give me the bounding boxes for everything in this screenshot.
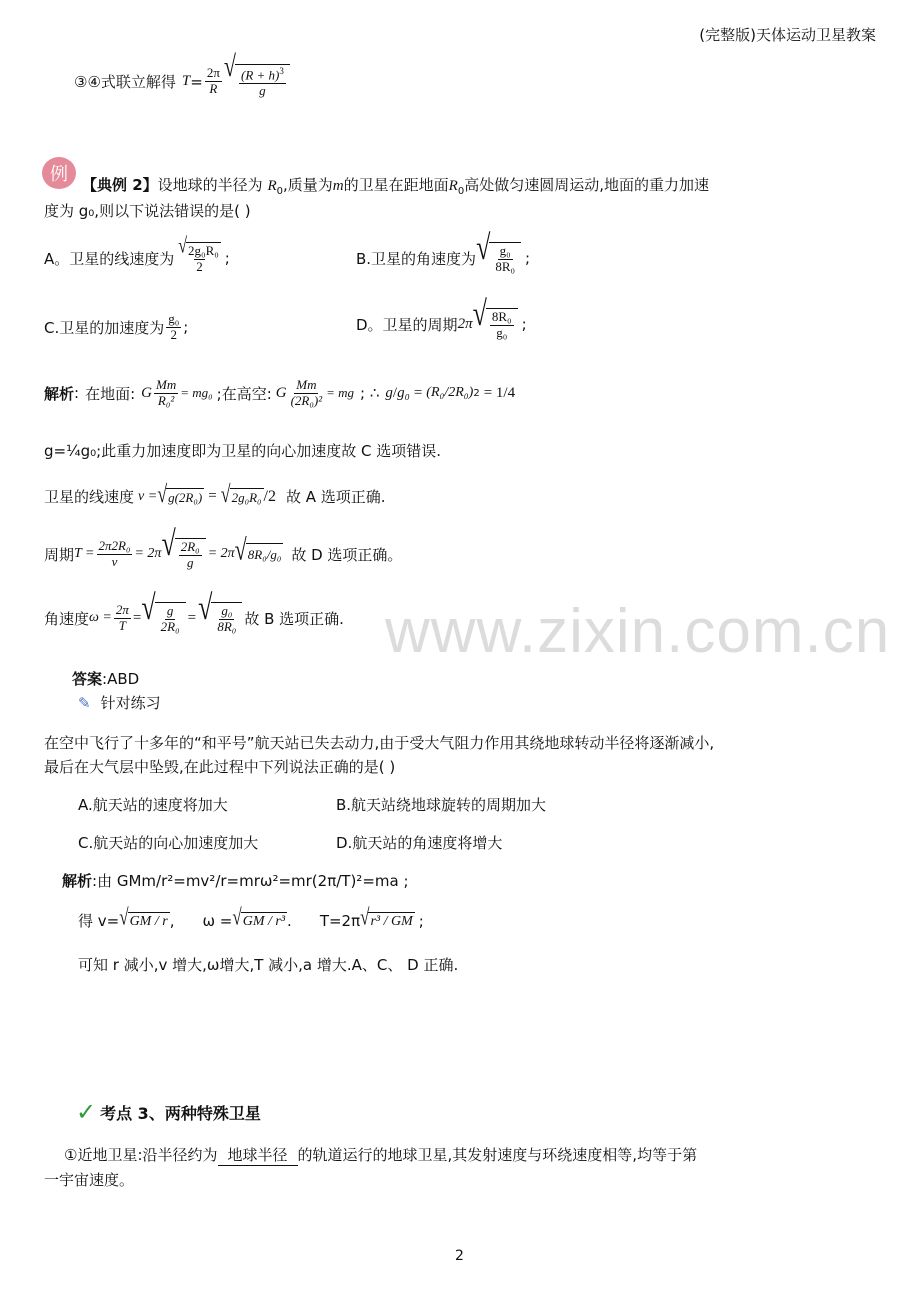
sqrt-num: (R + h) xyxy=(240,67,280,83)
practice-title xyxy=(78,692,161,713)
v-label: 卫星的线速度 xyxy=(44,488,135,506)
option-b-den: 8R₀ xyxy=(495,258,516,274)
q-R0: R xyxy=(267,178,277,194)
pencil-icon: ✎ xyxy=(78,693,91,712)
section3-p1-line2: 一宇宙速度。 xyxy=(44,1171,135,1189)
w-sqrt2: √ $\frac{\text{g₀}}{\text{8R₀}}$ xyxy=(198,602,242,635)
v-sqrt: √ g(2R₀) xyxy=(157,479,203,507)
w-s1-den: 2R₀ xyxy=(160,618,180,634)
T-expr: T = xyxy=(74,546,95,562)
frac-2R0sq: (2R₀)² xyxy=(290,392,323,408)
top-formula-lead: ③④式联立解得 xyxy=(74,73,176,92)
q-m: m xyxy=(332,178,344,194)
practice-T-val: r³ / GM xyxy=(370,913,413,929)
top-formula-sqrt xyxy=(223,48,290,99)
option-c-frac xyxy=(166,312,181,343)
p1-text-b: 的轨道运行的地球卫星,其发射速度与环绕速度相等,均等于第 xyxy=(297,1146,698,1164)
v-tail: /2 xyxy=(263,487,276,505)
v-sqrt2-val: 2g₀R₀ xyxy=(231,489,262,505)
w-label: 角速度 xyxy=(44,609,90,628)
radical-sign: √ xyxy=(223,48,236,83)
option-b-label: B.卫星的角速度为 xyxy=(356,249,477,268)
w-den: T xyxy=(118,617,126,633)
practice-analysis-text: :由 GMm/r²=mv²/r=mrω²=mr(2π/T)²=ma ; xyxy=(92,872,409,890)
example-badge-icon: 例 xyxy=(42,157,76,189)
top-formula-T: T xyxy=(181,73,191,90)
practice-comma: , xyxy=(169,911,175,930)
option-a-den: 2 xyxy=(196,258,203,274)
option-a-frac: √ 2g₀R₀ 2 xyxy=(178,234,219,274)
T-frac xyxy=(97,539,133,570)
option-b xyxy=(356,227,531,275)
cube-exp: 3 xyxy=(279,66,284,76)
option-d-den: g₀ xyxy=(496,324,508,340)
w-eq2: = xyxy=(187,609,197,626)
answer-value: :ABD xyxy=(102,670,140,688)
w-num: 2π xyxy=(115,602,129,617)
check-icon: ✓ xyxy=(76,1098,97,1126)
header-title: (完整版)天体运动卫星教案 xyxy=(699,26,876,44)
option-c-den: 2 xyxy=(170,326,178,342)
answer xyxy=(72,668,139,689)
option-c-num: g₀ xyxy=(168,311,180,326)
example2-line1 xyxy=(82,174,709,197)
practice-v-val: GM / r xyxy=(129,913,168,929)
practice-period: . xyxy=(287,911,292,930)
top-formula-eq: = xyxy=(190,72,203,91)
practice-line2 xyxy=(78,903,424,931)
v-sqrt-val: g(2R₀) xyxy=(168,489,203,505)
q-text-d: 高处做匀速圆周运动,地面的重力加速 xyxy=(464,176,709,194)
practice-opt-a: A.航天站的速度将加大 xyxy=(78,796,228,814)
high-frac xyxy=(289,378,325,409)
example2-tag: 【典例 2】 xyxy=(82,176,158,194)
practice-v-label: 得 v= xyxy=(78,912,120,930)
watermark: www.zixin.com.cn xyxy=(385,597,891,666)
practice-opt-c: C.航天站的向心加速度加大 xyxy=(78,834,259,852)
frac-Mm-2: Mm xyxy=(296,377,317,392)
frac-R0sq: R₀² xyxy=(157,392,175,408)
analysis-v xyxy=(44,479,386,507)
T-s2-val: 8R₀/g₀ xyxy=(246,543,284,565)
w-s1-num: g xyxy=(166,603,174,618)
T-sqrt2: √ 8R₀/g₀ xyxy=(234,533,282,567)
option-a-label: A。卫星的线速度为 xyxy=(44,249,175,268)
section3-p1-line1 xyxy=(64,1144,697,1166)
analysis-colon: : xyxy=(74,384,80,403)
option-d-label: D。卫星的周期 xyxy=(356,315,458,334)
T-num: 2π2R₀ xyxy=(98,538,131,553)
practice-opt-b: B.航天站绕地球旋转的周期加大 xyxy=(336,796,547,814)
const-G: G xyxy=(141,384,152,401)
v-sqrt-2: √ 2g₀R₀ xyxy=(220,479,262,507)
eq-mg0: = mg₀ xyxy=(180,385,213,401)
w-expr: ω = xyxy=(89,610,112,626)
option-a-num: 2g₀R₀ xyxy=(188,243,219,258)
slash: / xyxy=(392,384,398,401)
practice-T-sqrt: √ r³ / GM xyxy=(360,903,413,930)
q-R0-2: R xyxy=(448,178,458,194)
practice-q-line1: 在空中飞行了十多年的“和平号”航天站已失去动力,由于受大气阻力作用其绕地球转动半径将逐渐减小, xyxy=(44,734,715,752)
T-conclusion: 故 D 选项正确。 xyxy=(291,545,403,564)
T-s1-den: g xyxy=(186,554,194,570)
frac-num: 2π xyxy=(206,65,220,81)
v-expr: v = xyxy=(138,488,158,504)
top-formula xyxy=(74,48,290,99)
option-c xyxy=(44,312,188,343)
q-R0-sub-2: 0 xyxy=(457,186,465,197)
practice-w-sqrt: √ GM / r³ xyxy=(232,903,286,930)
w-s2-den: 8R₀ xyxy=(217,618,237,634)
p1-text-a: ①近地卫星:沿半径约为 xyxy=(64,1146,218,1164)
w-s2-num: g₀ xyxy=(221,603,233,618)
example2-line2: 度为 g₀,则以下说法错误的是( ) xyxy=(44,202,251,220)
semicolon: ; xyxy=(521,315,527,334)
w-conclusion: 故 B 选项正确. xyxy=(244,609,344,628)
option-b-sqrt: √ $\frac{\text{g₀}}{\text{8R₀}}$ xyxy=(476,242,521,275)
sqrt-frac xyxy=(239,66,286,99)
frac-den: R xyxy=(209,81,218,97)
p1-blank: 地球半径 xyxy=(218,1144,298,1166)
v-eq: = xyxy=(208,488,217,504)
ratio-sq: 2 xyxy=(473,387,480,399)
eq-quarter: = 1/4 xyxy=(483,384,516,401)
T-s1-num: 2R₀ xyxy=(180,539,200,554)
semicolon: ; xyxy=(525,249,531,268)
v-conclusion: 故 A 选项正确. xyxy=(286,488,386,506)
T-eq2: = 2π xyxy=(134,546,162,562)
practice-w-label: ω = xyxy=(202,911,233,930)
option-d-sqrt: √ $\frac{\text{8R₀}}{\text{g₀}}$ xyxy=(473,308,518,341)
analysis-w xyxy=(44,587,344,635)
section3-heading xyxy=(76,1098,261,1126)
q-text-a: 设地球的半径为 xyxy=(157,176,263,194)
semicolon: ; xyxy=(183,318,189,337)
T-eq3: = 2π xyxy=(207,546,235,562)
option-d-2pi: 2π xyxy=(457,315,473,332)
T-label: 周期 xyxy=(44,545,75,564)
analysis-line2: g=¼g₀;此重力加速度即为卫星的向心加速度故 C 选项错误. xyxy=(44,442,441,460)
semicolon: ; xyxy=(224,249,230,268)
section3-title: 考点 3、两种特殊卫星 xyxy=(100,1103,261,1123)
practice-opt-d: D.航天站的角速度将增大 xyxy=(336,834,503,852)
option-b-num: g₀ xyxy=(499,243,511,258)
ratio-g: g xyxy=(385,384,393,401)
analysis-ground: 在地面: xyxy=(85,384,136,403)
sqrt-den: g xyxy=(259,83,266,99)
analysis-label: 解析 xyxy=(44,384,75,403)
T-den: v xyxy=(111,553,118,569)
practice-line3: 可知 r 减小,v 增大,ω增大,T 减小,a 增大.A、C、 D 正确. xyxy=(78,956,459,974)
const-G-2: G xyxy=(275,384,287,401)
T-sqrt1: √ $\frac{\text{2R₀}}{g}$ xyxy=(161,538,205,571)
therefore: ; ∴ xyxy=(360,384,380,403)
w-eq: = xyxy=(132,609,142,626)
option-c-label: C.卫星的加速度为 xyxy=(44,318,165,337)
q-text-b: ,质量为 xyxy=(283,176,333,194)
practice-T-label: T=2π xyxy=(319,911,361,930)
analysis-T xyxy=(44,523,403,571)
q-R0-sub: 0 xyxy=(276,186,284,197)
practice-v-sqrt: √ GM / r xyxy=(119,903,168,930)
option-d xyxy=(356,293,527,341)
ground-frac xyxy=(154,378,178,409)
w-sqrt1: √ $\frac{g}{\text{2R₀}}$ xyxy=(141,602,185,635)
practice-analysis-label: 解析 xyxy=(62,872,93,890)
practice-w-val: GM / r³ xyxy=(242,913,286,929)
q-text-c: 的卫星在距地面 xyxy=(343,176,449,194)
practice-semicolon: ; xyxy=(418,911,424,930)
analysis-high: ;在高空: xyxy=(216,384,272,403)
answer-label: 答案 xyxy=(72,670,103,688)
w-frac xyxy=(114,603,131,634)
ratio-paren: (R₀/2R₀) xyxy=(426,385,474,401)
option-d-num: 8R₀ xyxy=(491,309,512,324)
option-a xyxy=(44,234,230,275)
analysis-line1: 解析 : 在地面: G $\frac{Mm}{\text{R₀²}}$ = mg₀ ;在高空: G $\frac{Mm}{\text{(2R₀)²}}$ = mg ; ∴ g / g₀ = (R₀/2R₀) 2 = 1/4 xyxy=(44,377,516,408)
eq-mg: = mg xyxy=(326,385,355,401)
practice-title-text: 针对练习 xyxy=(100,694,161,712)
frac-Mm: Mm xyxy=(155,377,177,392)
practice-analysis xyxy=(62,870,409,891)
page-number: 2 xyxy=(455,1248,464,1264)
top-formula-frac xyxy=(205,66,222,97)
ratio-g0: g₀ xyxy=(397,384,410,401)
practice-q-line2: 最后在大气层中坠毁,在此过程中下列说法正确的是( ) xyxy=(44,758,396,776)
